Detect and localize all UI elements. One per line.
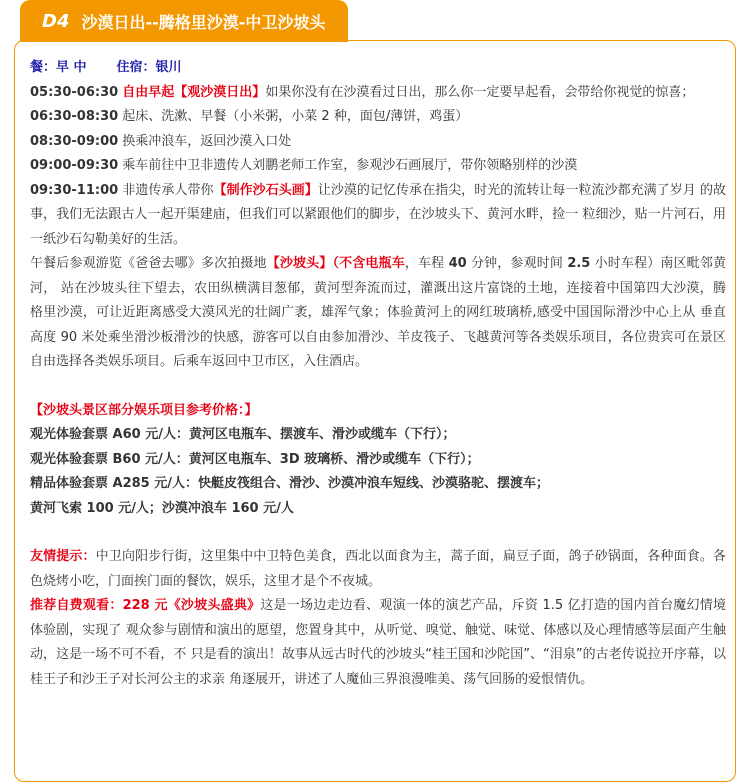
schedule-item xyxy=(30,105,726,130)
schedule-item xyxy=(30,81,726,106)
price-item: 黄河飞索 100 元/人；沙漠冲浪车 160 元/人 xyxy=(30,500,294,516)
schedule-time: 09:00-09:30 xyxy=(30,158,119,173)
price-item: 观光体验套票 A60 元/人：黄河区电瓶车、摆渡车、滑沙或缆车（下行）； xyxy=(30,427,456,442)
recommended-show xyxy=(30,594,726,692)
afternoon-mid: ，车程 xyxy=(404,256,449,271)
schedule-text: 起床、洗漱、早餐（小米粥，小菜 2 种，面包/薄饼，鸡蛋） xyxy=(122,109,469,124)
afternoon-highlight: 【沙坡头】（不含电瓶车 xyxy=(266,256,405,271)
afternoon-visit-time: 2.5 xyxy=(567,256,591,271)
schedule-text: 如果你没有在沙漠看过日出，那么你一定要早起看，会带给你视觉的惊喜； xyxy=(265,84,695,100)
price-item: 精品体验套票 A285 元/人：快艇皮筏组合、滑沙、沙漠冲浪车短线、沙漠骆驼、摆渡车； xyxy=(30,476,549,491)
afternoon-drive-time: 40 xyxy=(448,256,467,271)
schedule-item xyxy=(30,154,726,179)
price-heading xyxy=(30,399,726,424)
schedule-highlight: 【制作沙石头画】 xyxy=(213,182,318,198)
afternoon-text: 小时车程）南区毗邻黄河， 站在沙坡头往下望去，农田纵横满目葱郁，黄河型奔流而过，灌溉出这片富饶的土地，连接着中国第四大沙漠，腾 格里沙漠，可让近距离感受大漠风光的壮阔广袤，雄浑气象；体验黄河上的网红玻璃桥,感受中国国际滑沙中心上从 垂直高度 90 米处乘坐滑沙板滑沙的快感，游客可以自由参加滑沙、羊皮筏子、飞越黄河等各类娱乐项目，各位贵宾可在景区自由选择各类娱乐项目。后乘车返回中卫市区，入住酒店。 xyxy=(30,256,726,369)
price-heading-text: 【沙坡头景区部分娱乐项目参考价格：】 xyxy=(30,402,258,418)
schedule-time: 06:30-08:30 xyxy=(30,109,119,124)
tip-text: 中卫向阳步行街，这里集中中卫特色美食，西北以面食为主，蒿子面，扁豆子面，鸽子砂锅面，各种面食。各色烧烤小吃，门面挨门面的餐饮，娱乐，这里才是个不夜城。 xyxy=(30,549,726,589)
schedule-highlight: 自由早起【观沙漠日出】 xyxy=(122,84,266,100)
schedule-text: 让沙漠的记忆传承在指尖，时光的流转让每一粒流沙都充满了岁月 的故事，我们无法跟古人一起开渠建庙，但我们可以紧跟他们的脚步，在沙坡头下、黄河水畔，捡一 粒细沙，贴一片河石，用一纸沙石勾勒美好的生活。 xyxy=(30,182,726,247)
afternoon-paragraph xyxy=(30,252,726,375)
schedule-item xyxy=(30,130,726,155)
schedule-time: 05:30-06:30 xyxy=(30,84,119,100)
tip-label: 友情提示： xyxy=(30,549,96,564)
day-header-tab xyxy=(20,0,348,42)
schedule-item xyxy=(30,179,726,253)
price-item: 观光体验套票 B60 元/人：黄河区电瓶车、3D 玻璃桥、滑沙或缆车（下行）； xyxy=(30,451,480,467)
schedule-time: 08:30-09:00 xyxy=(30,133,119,149)
schedule-text: 乘车前往中卫非遗传人刘鹏老师工作室，参观沙石画展厅，带你领略别样的沙漠 xyxy=(122,158,578,173)
recommend-label: 推荐自费观看：228 元《沙坡头盛典》 xyxy=(30,598,261,613)
meal-stay-line xyxy=(30,56,726,81)
schedule-time: 09:30-11:00 xyxy=(30,182,119,198)
friendly-tip xyxy=(30,545,726,594)
recommend-text: 这是一场边走边看、观演一体的演艺产品，斥资 1.5 亿打造的国内首台魔幻情境体验剧，实现了 观众参与剧情和演出的愿望，您置身其中，从听觉、嗅觉、触觉、味觉、体感以及心理情感等层面产生触动，这是一场不可不看，不 只是看的演出！故事从远古时代的沙坡头“桂王国和沙陀国”、“泪泉”的古老传说拉开序幕，以桂王子和沙王子对长河公主的求亲 角逐展开，讲述了人魔仙三界浪漫唯美、荡气回肠的爱恨情仇。 xyxy=(30,598,726,687)
meal-label: 餐：早 中 xyxy=(30,60,87,75)
day-number: D4 xyxy=(42,10,70,32)
day-title: 沙漠日出--腾格里沙漠-中卫沙坡头 xyxy=(81,12,326,32)
schedule-text: 换乘冲浪车，返回沙漠入口处 xyxy=(122,133,292,149)
itinerary-content xyxy=(30,56,726,692)
stay-label: 住宿：银川 xyxy=(116,60,182,75)
afternoon-mid2: 分钟，参观时间 xyxy=(466,256,568,271)
schedule-pre: 非遗传承人带你 xyxy=(122,182,214,198)
afternoon-pre: 午餐后参观游览《爸爸去哪》多次拍摄地 xyxy=(30,256,267,271)
